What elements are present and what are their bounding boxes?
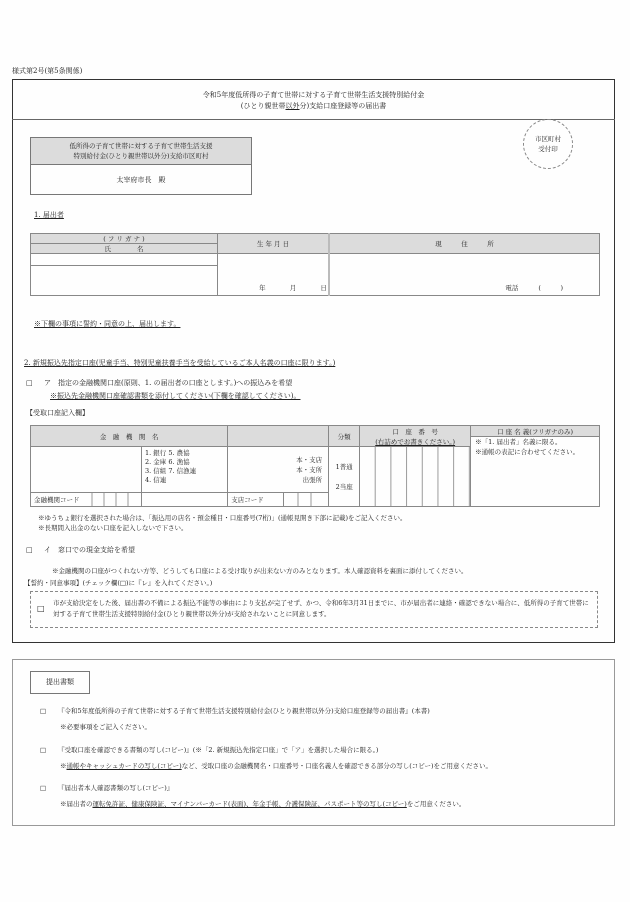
doc-2-note-post: など、受取口座の金融機関名・口座番号・口座名義人を確認できる部分の写し(コピー)をご用意ください。 (181, 762, 492, 770)
title-line2 (12, 101, 615, 112)
dob-input[interactable] (218, 254, 330, 296)
branch-code-input[interactable] (284, 493, 329, 507)
section2-title: 2. 新規振込先指定口座(児童手当、特別児童扶養手当を受給しているご本人名義の口座に限ります。) (24, 359, 336, 367)
furigana-header: ( フ リ ガ ナ ) (31, 234, 218, 244)
doc-1-note-text: ※必要事項をご記入ください。 (60, 723, 151, 731)
doc-item-3 (40, 783, 173, 792)
bank-type-1: 1. 銀行 5. 農協 (145, 449, 190, 457)
bank-name-header: 金 融 機 関 名 (31, 426, 228, 447)
receive-account-label: 【受取口座記入欄】 (26, 409, 89, 417)
option-a-note: ※振込先金融機関口座確認書類を添付してください(下欄を確認してください)。 (50, 392, 301, 400)
doc-2-note (60, 761, 492, 770)
applicant-table (30, 233, 600, 296)
bank-type-2: 2. 金庫 6. 漁協 (145, 458, 190, 466)
bank-type-4: 4. 信連 (145, 476, 167, 484)
stamp-line1: 市区町村 (535, 135, 561, 143)
name-header: 氏 名 (31, 244, 218, 254)
holder-input[interactable] (471, 437, 600, 507)
municipality-header (31, 138, 251, 165)
furigana-input[interactable] (31, 254, 218, 266)
account-number-input[interactable] (360, 447, 471, 507)
pledge-label: 【誓約・同意事項】(チェック欄(□)に『レ』を入れてください。) (24, 579, 213, 587)
branch-name-input[interactable] (228, 447, 329, 493)
branch-type-3: 出張所 (302, 475, 323, 484)
doc-3-text: 『届出者本人確認書類の写し(コピー)』 (58, 784, 174, 792)
option-b-label: イ 窓口での現金支給を希望 (44, 546, 135, 554)
form-code: 様式第2号(第5条関係) (12, 67, 83, 75)
municipality-box (30, 137, 252, 195)
doc-1-checkbox[interactable]: □ (40, 707, 47, 715)
doc-3-note-underlined: 運転免許証、健康保険証、マイナンバーカード(表面)、年金手帳、介護保険証、パスポート等の写し(コピー) (92, 800, 407, 808)
stamp-line2: 受付印 (538, 145, 558, 153)
bank-code-input[interactable] (31, 493, 142, 507)
account-type-header: 分類 (329, 426, 360, 447)
account-type-1: 1普通 (335, 462, 353, 471)
account-number-header: 口 座 番 号 (360, 426, 471, 437)
doc-3-note-post: をご用意ください。 (406, 800, 466, 808)
doc-2-text: 『受取口座を確認できる書類の写し(コピー)』(※「2. 新規振込先指定口座」で「ア」を選択した場合に限る。) (58, 746, 379, 754)
addressee: 太宰府市長 殿 (116, 176, 166, 184)
doc-1-note (60, 722, 151, 731)
doc-2-note-pre: ※ (60, 762, 67, 770)
doc-2-note-underlined: 通帳やキャッシュカードの写し(コピー) (66, 762, 182, 770)
bank-type-spacer (142, 493, 228, 507)
doc-3-checkbox[interactable]: □ (40, 784, 47, 792)
note-dormant: ※長期間入出金のない口座を記入しないで下さい。 (38, 524, 188, 532)
option-b-checkbox[interactable]: □ (26, 546, 33, 554)
title-line2-underlined: 以外 (285, 102, 300, 110)
phone-parens: ( ) (538, 284, 563, 292)
form-title (12, 79, 615, 120)
agree-note: ※下欄の事項に誓約・同意の上、届出します。 (34, 320, 181, 328)
pledge-box (30, 591, 598, 628)
note-yucho: ※ゆうちょ銀行を選択された場合は、「振込用の店名・預金種目・口座番号(7桁)」(通帳見開き下部に記載)をご記入ください。 (38, 514, 407, 522)
bank-code-label: 金融機関コード (34, 496, 80, 504)
municipality-header-line2: 特別給付金(ひとり親世帯以外分)支給市区町村 (73, 152, 209, 160)
pledge-text: 市が支給決定をした後、届出書の不備による振込不能等の事由により支払が完了せず、かつ、令和6年3月31日までに、市が届出者に連絡・確認できない場合に、低所得の子育て世帯に対する子育て世帯生活支援特別給付金(ひとり親世帯以外分)が支給されないことに同意します。 (53, 599, 589, 618)
branch-code-label: 支店コード (231, 496, 264, 504)
account-type-select[interactable] (329, 447, 360, 507)
doc-2-checkbox[interactable]: □ (40, 746, 47, 754)
option-a-checkbox[interactable]: □ (26, 379, 33, 387)
month-label: 月 (289, 284, 297, 292)
name-input[interactable] (31, 266, 218, 296)
pledge-checkbox[interactable]: □ (37, 604, 45, 613)
bank-account-table (30, 425, 600, 507)
municipality-header-line1: 低所得の子育て世帯に対する子育て世帯生活支援 (69, 142, 213, 150)
branch-code-label-cell (228, 493, 284, 507)
dob-header: 生 年 月 日 (218, 234, 330, 254)
branch-type-1: 本・支店 (296, 455, 323, 464)
address-header: 現 住 所 (329, 234, 600, 254)
account-notes (38, 513, 407, 533)
section1-title: 1. 届出者 (34, 211, 64, 219)
holder-note2: ※通帳の表記に合わせてください。 (475, 448, 580, 456)
phone-label: 電話 (505, 284, 519, 292)
documents-title: 提出書類 (30, 671, 90, 694)
branch-name-header (228, 426, 329, 447)
option-b (26, 545, 135, 555)
title-line1: 令和5年度低所得の子育て世帯に対する子育て世帯生活支援特別給付金 (202, 91, 425, 99)
holder-header: 口 座 名 義(フリガナのみ) (471, 426, 600, 437)
day-label: 日 (320, 284, 327, 292)
doc-item-1 (40, 706, 430, 715)
account-type-2: 2当座 (335, 482, 353, 491)
account-number-subheader: (右詰めでお書きください。) (360, 437, 471, 447)
bank-name-input[interactable] (31, 447, 142, 493)
doc-3-note (60, 799, 465, 808)
reception-stamp-circle (523, 119, 573, 169)
title-line2-pre: (ひとり親世帯 (240, 102, 286, 110)
doc-1-text: 『令和5年度低所得の子育て世帯に対する子育て世帯生活支援特別給付金(ひとり親世帯以外分)支給口座登録等の届出書』(本書) (58, 707, 430, 715)
doc-3-note-pre: ※届出者の (60, 800, 93, 808)
option-b-note: ※金融機関の口座がつくれない方等、どうしても口座による受け取りが出来ない方のみとなります。本人確認資料を裏面に添付してください。 (52, 567, 468, 575)
option-a (26, 378, 292, 388)
bank-type-3: 3. 信組 7. 信漁連 (145, 467, 197, 475)
holder-note1: ※「1. 届出者」名義に限る。 (475, 438, 562, 446)
title-line2-post: 分)支給口座登録等の届出書 (299, 102, 387, 110)
branch-type-2: 本・支所 (296, 465, 323, 474)
bank-type-list[interactable] (142, 447, 228, 493)
option-a-label: ア 指定の金融機関口座(原則、1. の届出者の口座とします。)への振込みを希望 (44, 379, 293, 387)
doc-item-2 (40, 745, 378, 754)
address-input[interactable] (329, 254, 600, 296)
year-label: 年 (259, 284, 266, 292)
